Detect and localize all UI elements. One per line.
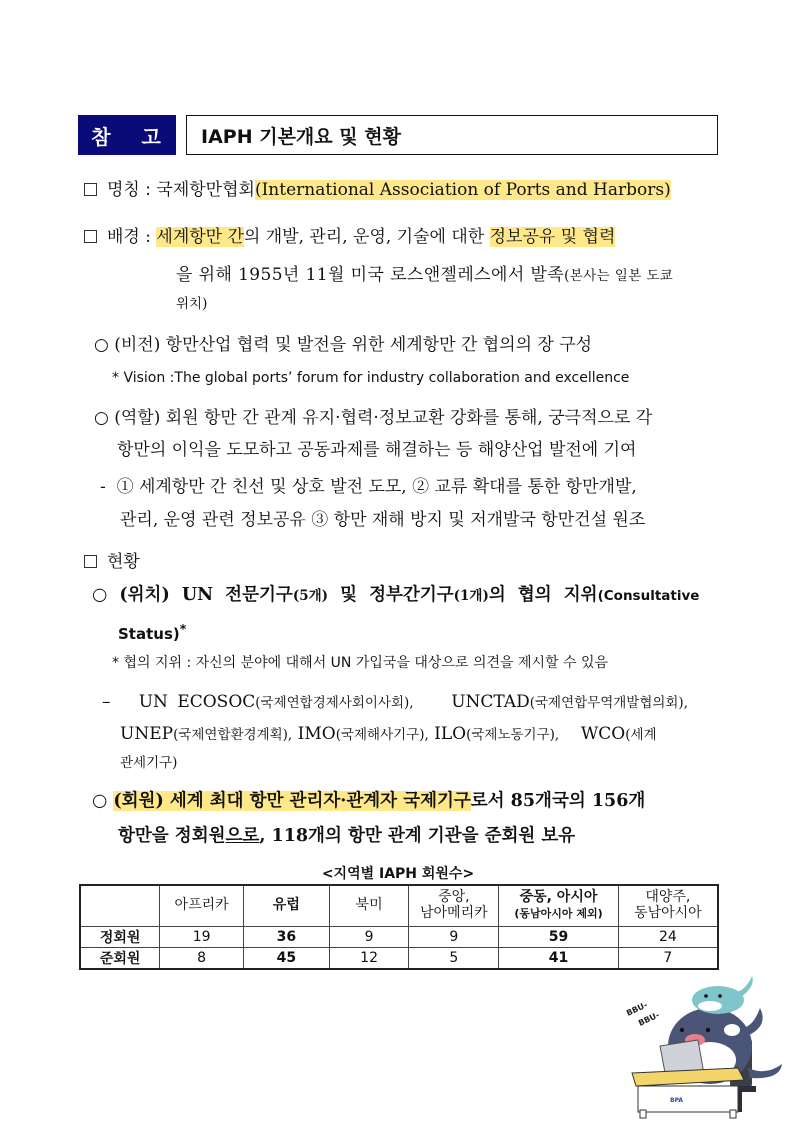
position-line-2: Status)* bbox=[118, 621, 187, 643]
table-cell: 59 bbox=[499, 926, 619, 947]
role-sub-1: - ① 세계항만 간 친선 및 상호 발전 도모, ② 교류 확대를 통한 항만개발, bbox=[100, 477, 637, 497]
table-cell: 19 bbox=[160, 926, 244, 947]
background-line-3: 위치) bbox=[176, 296, 208, 312]
table-cell: 5 bbox=[409, 947, 499, 969]
role-sub-2: 관리, 운영 관련 정보공유 ③ 항만 재해 방지 및 저개발국 항만건설 원조 bbox=[120, 510, 646, 530]
orgs-line-2: UNEP(국제연합환경계획), IMO(국제해사기구), ILO(국제노동기구), WCO(세계 bbox=[120, 724, 657, 744]
table-cell: 9 bbox=[409, 926, 499, 947]
checkbox-square-icon bbox=[84, 555, 97, 568]
table-cell: 8 bbox=[160, 947, 244, 969]
members-line-1: ○ (회원) 세계 최대 항만 관리자·관계자 국제기구로서 85개국의 156개 bbox=[92, 791, 646, 811]
role-line-2: 항만의 이익을 도모하고 공동과제를 해결하는 등 해양산업 발전에 기여 bbox=[117, 440, 637, 460]
checkbox-square-icon bbox=[84, 183, 97, 196]
table-cell: 12 bbox=[329, 947, 409, 969]
table-row bbox=[80, 926, 718, 947]
table-cell: 7 bbox=[618, 947, 718, 969]
status-heading: 현황 bbox=[84, 552, 140, 572]
checkbox-square-icon bbox=[84, 230, 97, 243]
page-title: IAPH 기본개요 및 현황 bbox=[186, 115, 718, 155]
col-header-oceania-southeast-asia: 대양주, 동남아시아 bbox=[618, 885, 718, 926]
role-line-1: ○ (역할) 회원 항만 간 관계 유지·협력·정보교환 강화를 통해, 궁극적으로 각 bbox=[94, 408, 653, 428]
background-line-2: 을 위해 1955년 11월 미국 로스앤젤레스에서 발족(본사는 일본 도쿄 bbox=[176, 265, 674, 285]
table-cell: 9 bbox=[329, 926, 409, 947]
name-line: 명칭 : 국제항만협회(International Association of Ports and Harbors) bbox=[84, 180, 671, 200]
circle-bullet-icon: ○ bbox=[94, 408, 109, 428]
members-line-2: 항만을 정회원으로, 118개의 항만 관계 기관을 준회원 보유 bbox=[118, 826, 576, 846]
col-header-europe: 유럽 bbox=[243, 885, 329, 926]
members-by-region-table bbox=[79, 884, 719, 970]
position-note: * 협의 지위 : 자신의 분야에 대해서 UN 가입국을 대상으로 의견을 제시할 수 있음 bbox=[112, 655, 609, 671]
row-header-regular: 정회원 bbox=[80, 926, 160, 947]
col-header-central-south-america: 중앙, 남아메리카 bbox=[409, 885, 499, 926]
orgs-line-3: 관세기구) bbox=[120, 755, 178, 771]
table-cell: 24 bbox=[618, 926, 718, 947]
vision-line: ○ (비전) 항만산업 협력 및 발전을 위한 세계항만 간 협의의 장 구성 bbox=[94, 335, 593, 355]
table-cell: 36 bbox=[243, 926, 329, 947]
circle-bullet-icon: ○ bbox=[92, 585, 108, 605]
table-cell: 41 bbox=[499, 947, 619, 969]
svg-text:BPA: BPA bbox=[670, 1097, 684, 1104]
corner-cell bbox=[80, 885, 160, 926]
background-line-1: 배경 : 세계항만 간의 개발, 관리, 운영, 기술에 대한 정보공유 및 협력 bbox=[84, 227, 615, 247]
circle-bullet-icon: ○ bbox=[92, 791, 108, 811]
svg-text:BBU-: BBU- bbox=[625, 1000, 649, 1018]
circle-bullet-icon: ○ bbox=[94, 335, 109, 355]
section-header bbox=[78, 115, 718, 155]
reference-badge: 참 고 bbox=[78, 115, 176, 155]
table-caption: <지역별 IAPH 회원수> bbox=[321, 866, 475, 882]
col-header-north-america: 북미 bbox=[329, 885, 409, 926]
col-header-middle-east-asia: 중동, 아시아 (동남아시아 제외) bbox=[499, 885, 619, 926]
orgs-line-1: – UN ECOSOC(국제연합경제사회이사회), UNCTAD(국제연합무역개발협의회), bbox=[102, 692, 688, 712]
table-cell: 45 bbox=[243, 947, 329, 969]
col-header-africa: 아프리카 bbox=[160, 885, 244, 926]
row-header-associate: 준회원 bbox=[80, 947, 160, 969]
position-line-1: ○ (위치) UN 전문기구(5개) 및 정부간기구(1개)의 협의 지위(Consultative bbox=[92, 585, 700, 605]
vision-note: * Vision :The global ports’ forum for industry collaboration and excellence bbox=[112, 370, 630, 386]
whale-mascot-illustration bbox=[610, 968, 790, 1120]
table-row bbox=[80, 947, 718, 969]
org-english-name: (International Association of Ports and Harbors) bbox=[254, 180, 671, 200]
table-header-row bbox=[80, 885, 718, 926]
svg-text:BBU-: BBU- bbox=[637, 1010, 661, 1028]
